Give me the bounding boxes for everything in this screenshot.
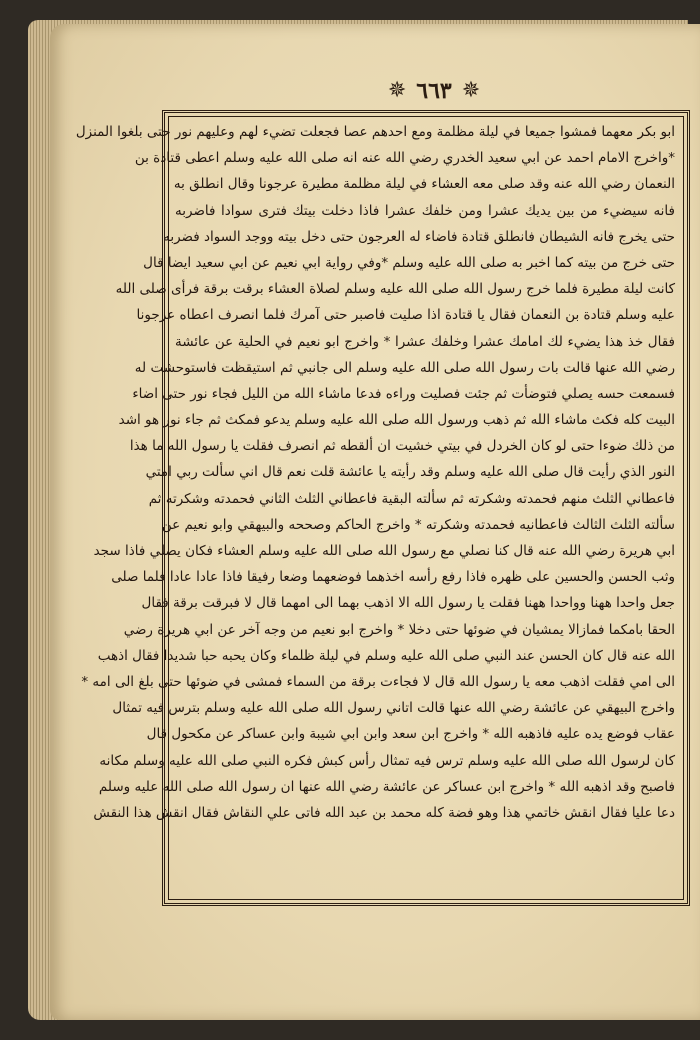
text-line: رضي الله عنها قالت بات رسول الله صلى الله عليه وسلم الى جانبي ثم استيقظت فاستوحشت له: [134, 359, 675, 376]
text-line: كان لرسول الله صلى الله عليه وسلم ترس فيه تمثال رأس كبش فكره النبي صلى الله عليه وسلم مكانه: [99, 752, 675, 769]
text-line: حتى يخرج فانه الشيطان فانطلق قتادة فاضاء له العرجون حتى دخل بيته ووجد السواد فضربه: [163, 228, 675, 245]
text-line: عليه وسلم قتادة بن النعمان فقال يا قتادة اذا صليت فاصبر حتى آمرك فلما انصرف اعطاه عرجونا: [136, 307, 675, 324]
text-line: الحقا بامكما فمازالا يمشيان في ضوئها حتى دخلا * واخرج ابو نعيم من وجه آخر عن ابي هريرة رضي: [123, 621, 675, 638]
text-line: البيت كله فكث ماشاء الله ثم ذهب ورسول الله صلى الله عليه وسلم يدعو فمكث ثم جاء نور هو اشد: [118, 412, 675, 429]
text-line: وثب الحسن والحسين على ظهره فاذا رفع رأسه اخذهما فوضعهما وضعا رفيقا فاذا عادا عادا فلما صلى: [111, 569, 675, 586]
body-text: [75, 119, 675, 826]
text-frame: [75, 110, 690, 906]
text-line: فاصبح وقد اذهبه الله * واخرج ابن عساكر عن عائشة رضي الله عنها ان رسول الله صلى الله عليه وسلم: [98, 778, 675, 795]
text-line: فسمعت حسه يصلي فتوضأت ثم جئت فصليت وراءه فدعا ماشاء الله من الليل فجاء نور حتى اضاء: [132, 385, 675, 402]
text-line: عقاب فوضع يده عليه فاذهبه الله * واخرج ابن سعد وابن ابي شيبة وابن عساكر عن مكحول قال: [146, 726, 675, 743]
text-line: النور الذي رأيت قال صلى الله عليه وسلم وقد رأيته يا عائشة قلت نعم قال اني سألت ربي امتي: [145, 464, 675, 481]
ornament-star-icon: ✵: [461, 78, 481, 103]
text-line: فاعطاني الثلث منهم فحمدته وشكرته ثم سألته البقية فاعطاني الثلث الثاني فحمدته وشكرته ثم: [148, 490, 675, 507]
text-line: من ذلك ضوءا حتى لو كان الخردل في بيتي خشيت ان ألقطه ثم انصرف فقلت يا رسول الله ما هذا: [129, 438, 675, 455]
text-line: ابو بكر معهما فمشوا جميعا في ليلة مظلمة ومع احدهم عصا فجعلت تضيء لهم وعليهم نور حتى بلغوا المنزل: [75, 124, 675, 140]
text-line: ابي هريرة رضي الله عنه قال كنا نصلي مع رسول الله صلى الله عليه وسلم العشاء فكان يصلي فاذا سجد: [93, 543, 675, 559]
text-line: فقال خذ هذا يضيء لك امامك عشرا وخلفك عشرا * واخرج ابو نعيم في الحلية عن عائشة: [175, 333, 675, 350]
text-line: جعل واحدا ههنا وواحدا ههنا فقلت يا رسول الله الا اذهب بهما الى امهما قال لا فبرقت برقة فقال: [141, 595, 675, 612]
text-line: الى امي فقلت اذهب معه يا رسول الله قال لا فجاءت برقة من السماء فمشى في ضوئها حتى بلغ الى امه *: [81, 673, 675, 690]
text-line: كانت ليلة مطيرة فلما خرج رسول الله صلى الله عليه وسلم لصلاة العشاء برقت برقة فرأى صلى الله: [115, 281, 675, 298]
text-line: سألته الثلث الثالث فاعطانيه فحمدته وشكرته * واخرج الحاكم وصححه والبيهقي وابو نعيم عن: [161, 516, 675, 533]
text-line: *واخرج الامام احمد عن ابي سعيد الخدري رضي الله عنه انه صلى الله عليه وسلم اعطى قتادة بن: [134, 150, 675, 167]
text-line: حتى خرج من بيته كما اخبر به صلى الله عليه وسلم *وفي رواية ابي نعيم عن ابي سعيد ايضا قال: [143, 254, 675, 271]
text-line: الله عنه قال كان الحسن عند النبي صلى الله عليه وسلم في ليلة ظلماء وكان يحبه حبا شديدا فقال اذهب: [97, 647, 675, 664]
text-line: واخرج البيهقي عن عائشة رضي الله عنها قالت اتاني رسول الله صلى الله عليه وسلم بترس فيه تمثال: [112, 700, 675, 717]
page-number: ٦٦٣: [416, 78, 452, 104]
text-line: النعمان رضي الله عنه وقد صلى معه العشاء في ليلة مظلمة مطيرة عرجونا وقال انطلق به: [173, 176, 675, 193]
page-header: [334, 74, 534, 108]
text-line: فانه سيضيء من بين يديك عشرا ومن خلفك عشرا فاذا دخلت بيتك فترى سوادا فاضربه: [175, 202, 675, 219]
text-line: دعا عليا فقال انقش خاتمي هذا وهو فضة كله محمد بن عبد الله فاتى علي النقاش فقال انقش هذا النقش: [93, 804, 675, 821]
ornament-star-icon: ✵: [387, 78, 407, 103]
